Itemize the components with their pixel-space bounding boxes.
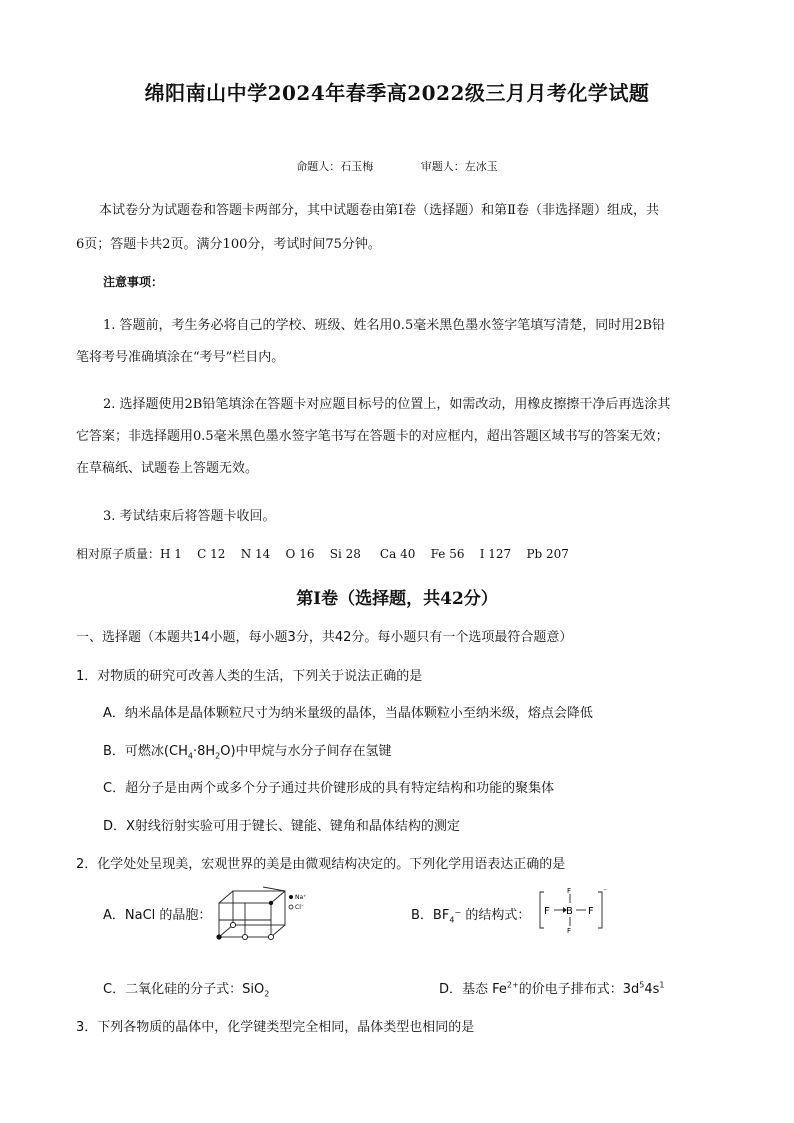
q1-option-b: B．可燃冰$(CH_4\cdot 8H_2O)$中甲烷与水分子间存在氢键	[103, 744, 392, 761]
intro-line-1: 本试卷分为试题卷和答题卡两部分，其中试题卷由第Ⅰ卷（选择题）和第Ⅱ卷（非选择题）组成，共	[99, 203, 659, 218]
f-atom-bottom: F	[567, 927, 572, 934]
note-2-line-2: 它答案；非选择题用0.5毫米黑色墨水签字笔书写在答题卡的对应框内，超出答题区域书写的答案无效；	[76, 429, 669, 444]
q3-stem: 3．下列各物质的晶体中，化学键类型完全相同，晶体类型也相同的是	[76, 1020, 475, 1035]
legend-cl: Cl⁻	[295, 904, 305, 911]
authors	[0, 158, 794, 174]
f-atom-left: F	[544, 906, 550, 917]
b-atom: B	[566, 906, 573, 917]
notes-heading: 注意事项：	[103, 275, 164, 289]
note-1-line-1: 1. 答题前，考生务必将自己的学校、班级、姓名用0.5毫米黑色墨水签字笔填写清楚，同时用2B铅	[103, 318, 666, 333]
q2-stem: 2．化学处处呈现美，宏观世界的美是由微观结构决定的。下列化学用语表达正确的是	[76, 857, 566, 872]
legend-na: Na⁺	[295, 894, 307, 901]
bf4-charge: ⁻	[603, 886, 608, 895]
section-title: 第Ⅰ卷（选择题，共42分）	[296, 589, 498, 609]
bf4-structure-diagram	[536, 886, 608, 934]
note-2-line-1: 2. 选择题使用2B铅笔填涂在答题卡对应题目标号的位置上，如需改动，用橡皮擦擦干净后再选涂其	[103, 397, 671, 412]
f-atom-right: F	[588, 906, 594, 917]
q2-option-b-label: B．$BF_4^-$ 的结构式：	[411, 908, 531, 925]
atomic-masses: 相对原子质量：H 1 C 12 N 14 O 16 Si 28 Ca 40 Fe 56 I 127 Pb 207	[76, 547, 569, 561]
q2-option-a-label: A．NaCl 的晶胞：	[103, 908, 212, 923]
q1-option-d: D．X射线衍射实验可用于键长、键能、键角和晶体结构的测定	[103, 819, 460, 834]
q1-stem: 1．对物质的研究可改善人类的生活，下列关于说法正确的是	[76, 669, 423, 684]
reviewer: 审题人：左冰玉	[420, 160, 498, 173]
f-atom-top: F	[567, 887, 572, 895]
nacl-unit-cell-diagram	[215, 885, 315, 943]
note-1-line-2: 笔将考号准确填涂在“考号”栏目内。	[76, 350, 285, 365]
q1-option-c: C．超分子是由两个或多个分子通过共价键形成的具有特定结构和功能的聚集体	[103, 781, 555, 796]
note-2-line-3: 在草稿纸、试题卷上答题无效。	[76, 461, 259, 476]
intro-line-2: 6页；答题卡共2页。满分100分，考试时间75分钟。	[76, 237, 381, 252]
note-3: 3. 考试结束后将答题卡收回。	[103, 509, 276, 524]
page-title: 绵阳南山中学2024年春季高2022级三月月考化学试题	[144, 81, 650, 105]
q2-option-c: C．二氧化硅的分子式：SiO$_2$	[103, 982, 270, 999]
q1-option-a: A．纳米晶体是晶体颗粒尺寸为纳米量级的晶体，当晶体颗粒小至纳米级，熔点会降低	[103, 706, 593, 721]
proposer: 命题人：石玉梅	[296, 160, 374, 173]
part-intro: 一、选择题（本题共14小题，每小题3分，共42分。每小题只有一个选项最符合题意）	[76, 630, 573, 645]
q2-option-d: D．基态 $Fe^{2+}$的价电子排布式：$3d^54s^1$	[439, 980, 665, 997]
